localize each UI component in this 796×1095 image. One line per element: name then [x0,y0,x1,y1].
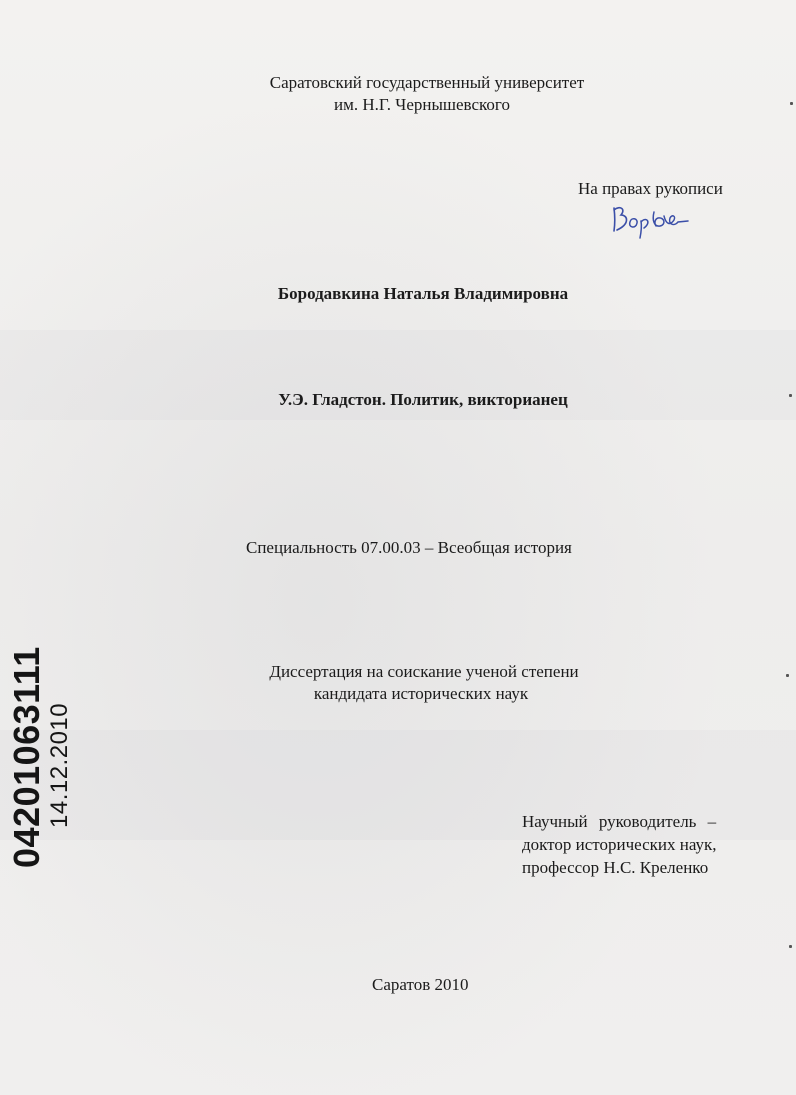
city-year: Саратов 2010 [372,975,469,994]
supervisor-block [522,810,717,879]
university-line-1: Саратовский государственный университет [269,73,585,92]
degree-statement [0,662,796,704]
signature [608,200,692,240]
supervisor-line-1: Научный руководитель – [522,812,717,831]
scan-speck [790,102,793,105]
stamp-date: 14.12.2010 [46,702,73,828]
degree-line-2: кандидата исторических наук [313,684,529,703]
stamp-number: 04201063111 [6,646,47,868]
supervisor-line-2: доктор исторических наук, [522,835,717,854]
university-line-2: им. Н.Г. Чернышевского [334,95,510,114]
scan-speck [789,945,792,948]
scan-speck [786,674,789,677]
degree-line-1: Диссертация на соискание ученой степени [269,662,579,681]
supervisor-line-3: профессор Н.С. Креленко [522,858,709,877]
dissertation-title: У.Э. Гладстон. Политик, викторианец [278,390,568,409]
university-name [0,73,796,115]
library-stamp [8,646,74,868]
author-name: Бородавкина Наталья Владимировна [277,284,569,303]
manuscript-rights: На правах рукописи [578,179,723,198]
scan-speck [789,394,792,397]
speciality: Специальность 07.00.03 – Всеобщая история [246,538,572,557]
